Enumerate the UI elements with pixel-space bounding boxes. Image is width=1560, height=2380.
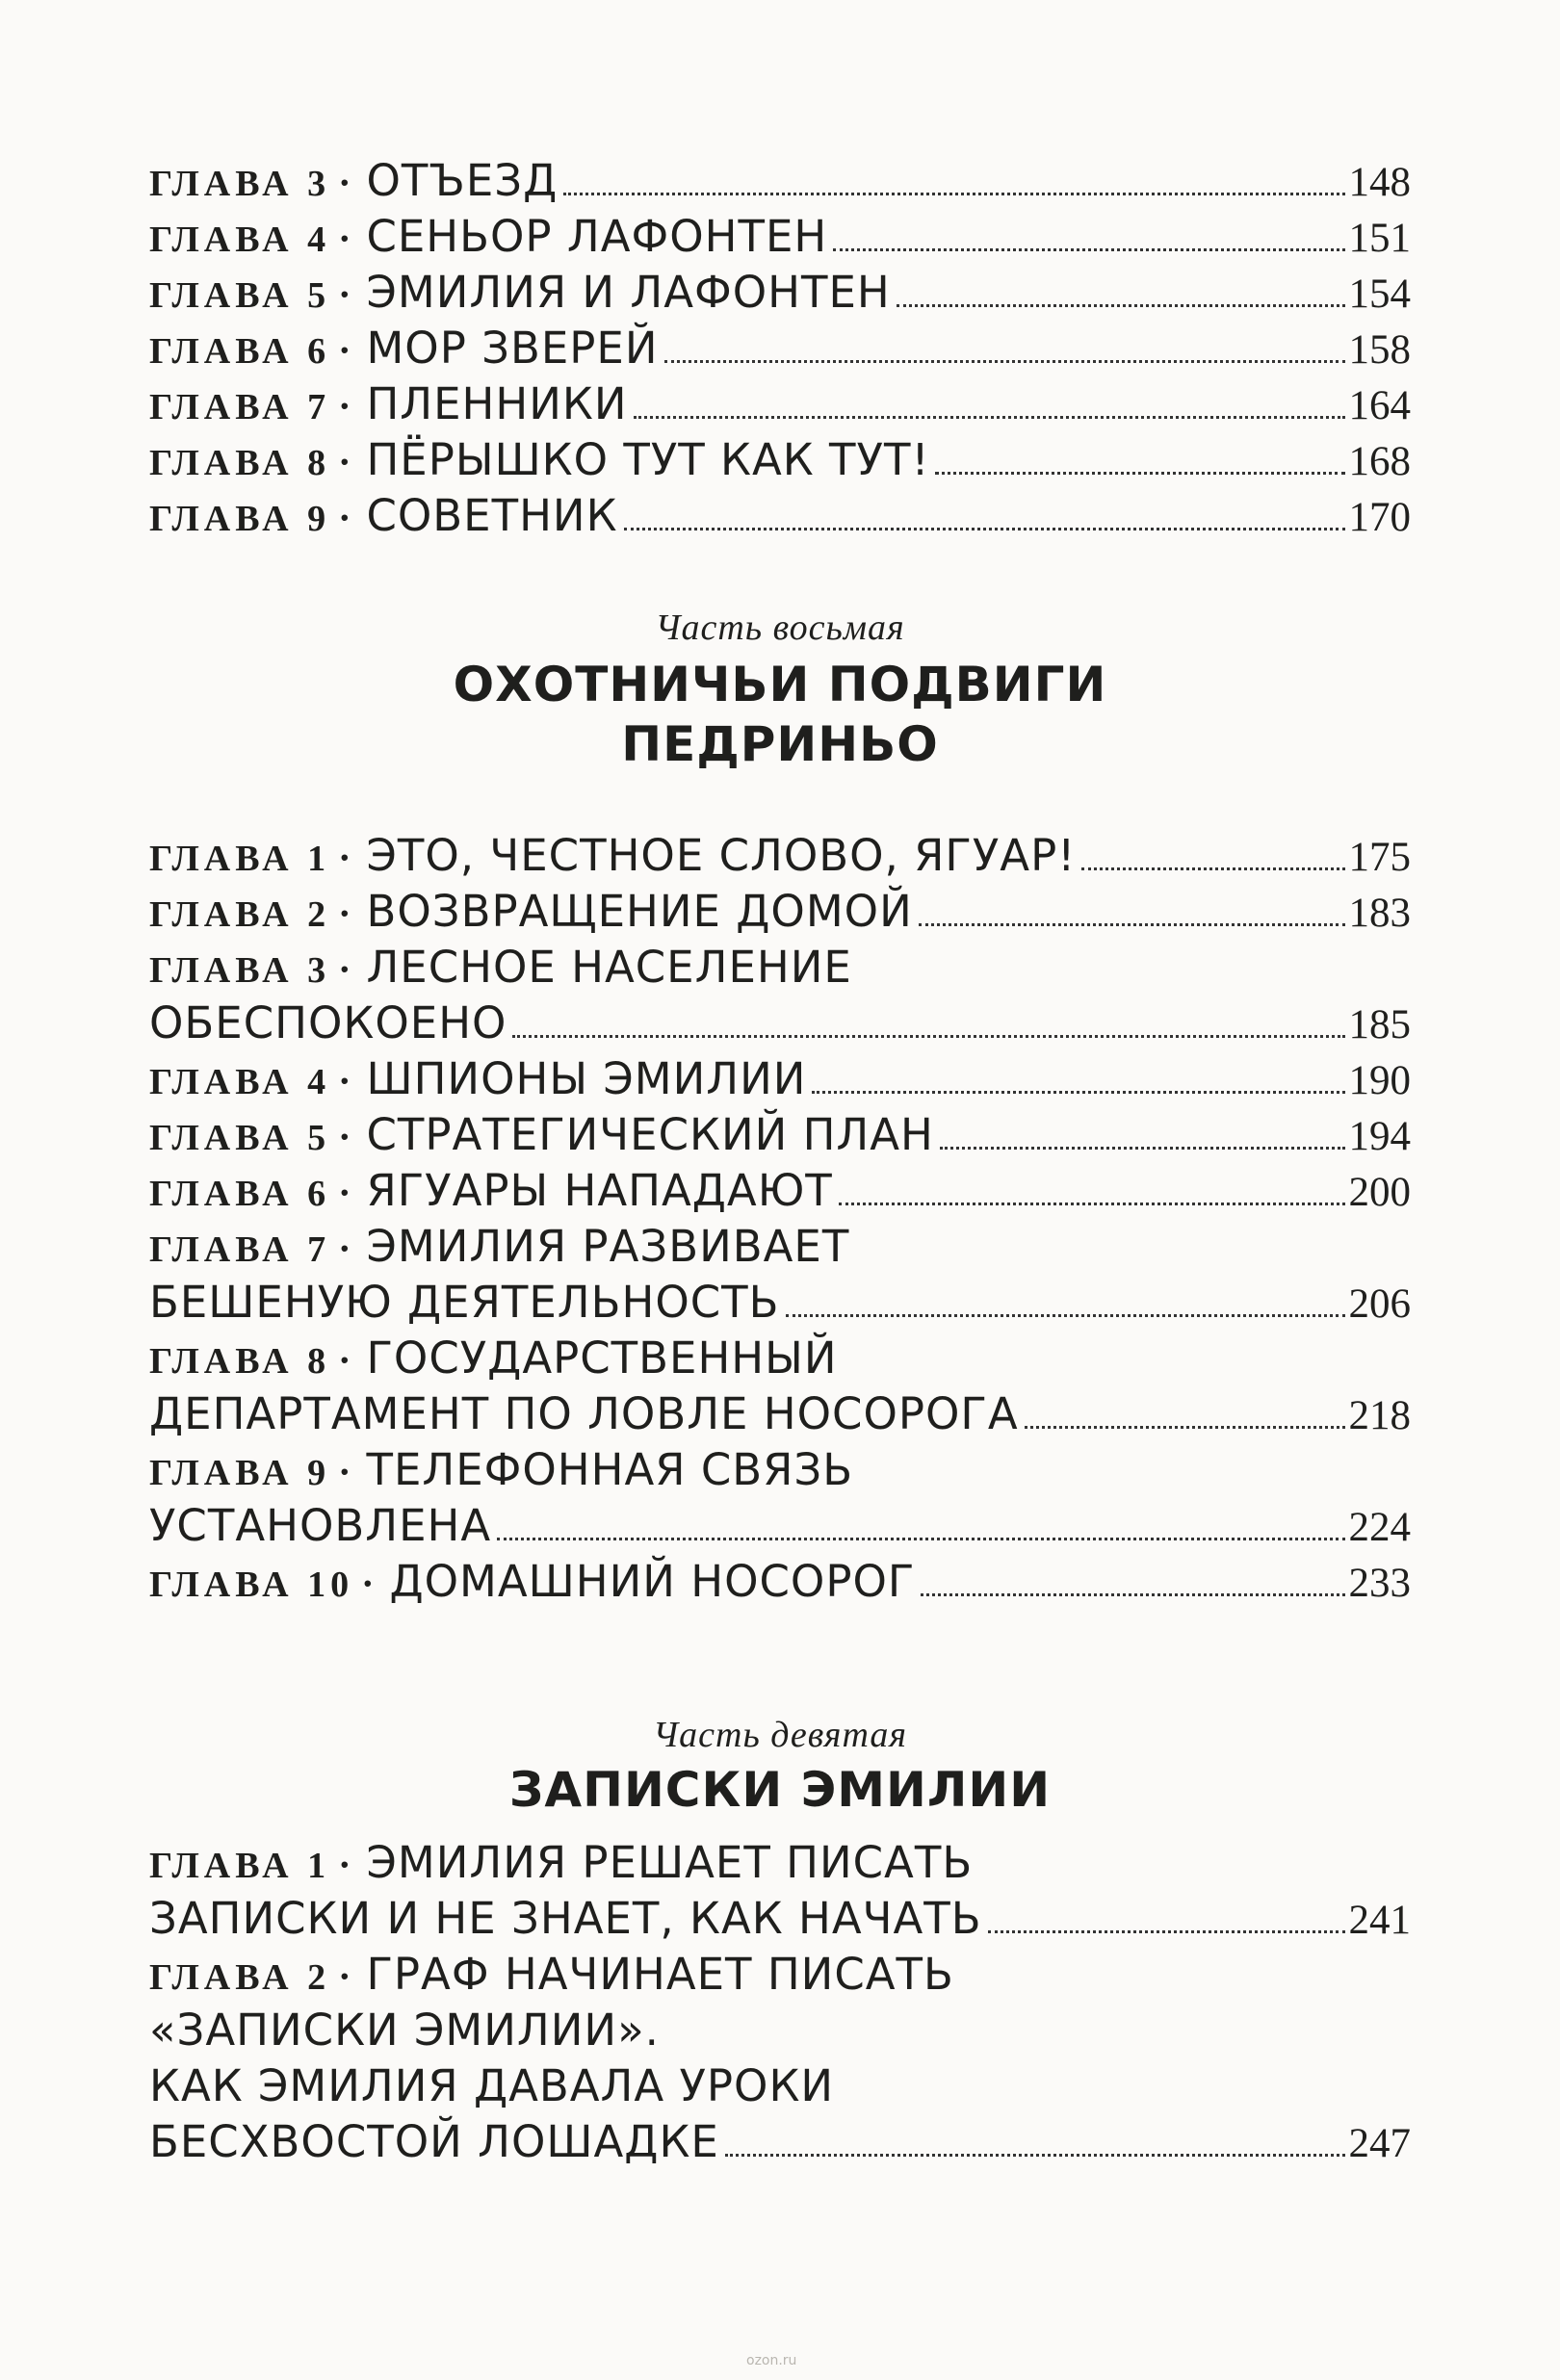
dot-leader xyxy=(786,1314,1345,1317)
separator-dot: · xyxy=(338,892,351,935)
page-number: 175 xyxy=(1348,835,1411,880)
toc-entry xyxy=(149,153,1411,209)
page-number: 164 xyxy=(1348,383,1411,428)
chapter-title: ЛЕСНОЕ НАСЕЛЕНИЕ xyxy=(366,942,852,993)
page-number: 183 xyxy=(1348,891,1411,936)
chapter-title: ПЛЕННИКИ xyxy=(366,378,628,429)
toc-entry-continuation xyxy=(149,2003,1411,2058)
toc-entry xyxy=(149,1554,1411,1610)
chapter-title: ГРАФ НАЧИНАЕТ ПИСАТЬ xyxy=(366,1949,954,2000)
chapter-title-cont: КАК ЭМИЛИЯ ДАВАЛА УРОКИ xyxy=(149,2060,835,2111)
chapter-title: СЕНЬОР ЛАФОНТЕН xyxy=(366,211,828,262)
page-number: 194 xyxy=(1348,1114,1411,1159)
page-number: 206 xyxy=(1348,1281,1411,1327)
separator-dot: · xyxy=(338,440,351,483)
page-number: 218 xyxy=(1348,1393,1411,1438)
separator-dot: · xyxy=(338,217,351,260)
separator-dot: · xyxy=(338,272,351,316)
dot-leader xyxy=(812,1091,1344,1094)
page-number: 151 xyxy=(1348,216,1411,261)
toc-entry xyxy=(149,884,1411,940)
chapter-title: ШПИОНЫ ЭМИЛИИ xyxy=(366,1053,807,1104)
page-number: 185 xyxy=(1348,1002,1411,1048)
dot-leader xyxy=(940,1147,1345,1150)
dot-leader xyxy=(512,1035,1344,1038)
part-title xyxy=(0,1760,1560,1820)
dot-leader xyxy=(497,1538,1344,1540)
part-title-line: ОХОТНИЧЬИ ПОДВИГИ xyxy=(453,657,1107,712)
toc-entry-continuation xyxy=(149,996,1411,1051)
separator-dot: · xyxy=(338,328,351,372)
toc-entry xyxy=(149,1107,1411,1163)
toc-entry xyxy=(149,265,1411,321)
dot-leader xyxy=(664,360,1345,363)
chapter-label: ГЛАВА 7 xyxy=(149,387,331,427)
toc-entry xyxy=(149,1442,1411,1498)
chapter-label: ГЛАВА 4 xyxy=(149,220,331,260)
chapter-title-cont: БЕШЕНУЮ ДЕЯТЕЛЬНОСТЬ xyxy=(149,1277,780,1328)
chapter-title-cont: ДЕПАРТАМЕНТ ПО ЛОВЛЕ НОСОРОГА xyxy=(149,1388,1019,1439)
chapter-title: ТЕЛЕФОННАЯ СВЯЗЬ xyxy=(366,1444,854,1495)
toc-entry-continuation xyxy=(149,1386,1411,1442)
chapter-label: ГЛАВА 8 xyxy=(149,443,331,483)
part-title-line: ЗАПИСКИ ЭМИЛИИ xyxy=(508,1762,1052,1818)
chapter-title-cont: ОБЕСПОКОЕНО xyxy=(149,997,507,1048)
separator-dot: · xyxy=(338,1338,351,1382)
toc-section-part8 xyxy=(149,828,1411,1610)
toc-entry-continuation xyxy=(149,2114,1411,2170)
toc-entry xyxy=(149,1051,1411,1107)
chapter-label: ГЛАВА 8 xyxy=(149,1341,331,1382)
toc-entry xyxy=(149,1163,1411,1219)
dot-leader xyxy=(1025,1426,1345,1429)
chapter-title: ПЁРЫШКО ТУТ КАК ТУТ! xyxy=(366,434,930,485)
chapter-title-cont: УСТАНОВЛЕНА xyxy=(149,1500,492,1551)
chapter-title: ЭМИЛИЯ И ЛАФОНТЕН xyxy=(366,267,891,318)
toc-section-part9 xyxy=(149,1835,1411,2170)
chapter-title: ГОСУДАРСТВЕННЫЙ xyxy=(366,1332,838,1384)
separator-dot: · xyxy=(338,1171,351,1214)
separator-dot: · xyxy=(338,947,351,991)
chapter-title: ЭМИЛИЯ РЕШАЕТ ПИСАТЬ xyxy=(366,1837,974,1888)
toc-entry xyxy=(149,940,1411,996)
toc-entry xyxy=(149,376,1411,432)
chapter-title-cont: БЕСХВОСТОЙ ЛОШАДКЕ xyxy=(149,2116,719,2167)
page-number: 170 xyxy=(1348,495,1411,540)
separator-dot: · xyxy=(338,1450,351,1493)
dot-leader xyxy=(839,1203,1345,1205)
chapter-label: ГЛАВА 6 xyxy=(149,331,331,372)
dot-leader xyxy=(921,1593,1344,1596)
toc-section-part7 xyxy=(149,153,1411,544)
toc-entry xyxy=(149,1947,1411,2003)
dot-leader xyxy=(624,528,1345,530)
part-title-line: ПЕДРИНЬО xyxy=(621,716,939,772)
chapter-title: СОВЕТНИК xyxy=(366,490,618,541)
chapter-title: ЯГУАРЫ НАПАДАЮТ xyxy=(366,1165,833,1216)
chapter-label: ГЛАВА 5 xyxy=(149,1118,331,1158)
separator-dot: · xyxy=(361,1562,375,1605)
page-number: 158 xyxy=(1348,327,1411,373)
dot-leader xyxy=(563,193,1344,195)
separator-dot: · xyxy=(338,384,351,427)
page-number: 168 xyxy=(1348,439,1411,484)
toc-entry xyxy=(149,209,1411,265)
part-label: Часть восьмая xyxy=(655,608,905,648)
separator-dot: · xyxy=(338,1115,351,1158)
dot-leader xyxy=(935,472,1344,475)
separator-dot: · xyxy=(338,1954,351,1998)
separator-dot: · xyxy=(338,496,351,539)
separator-dot: · xyxy=(338,161,351,204)
page-number: 247 xyxy=(1348,2121,1411,2166)
toc-entry-continuation xyxy=(149,2058,1411,2114)
toc-entry xyxy=(149,432,1411,488)
separator-dot: · xyxy=(338,836,351,879)
page-number: 224 xyxy=(1348,1505,1411,1550)
chapter-label: ГЛАВА 9 xyxy=(149,499,331,539)
dot-leader xyxy=(897,304,1345,307)
chapter-label: ГЛАВА 7 xyxy=(149,1229,331,1270)
toc-entry xyxy=(149,828,1411,884)
chapter-label: ГЛАВА 9 xyxy=(149,1453,331,1493)
chapter-label: ГЛАВА 4 xyxy=(149,1062,331,1102)
chapter-label: ГЛАВА 2 xyxy=(149,1957,331,1998)
separator-dot: · xyxy=(338,1059,351,1102)
chapter-title: ВОЗВРАЩЕНИЕ ДОМОЙ xyxy=(366,886,913,937)
chapter-label: ГЛАВА 10 xyxy=(149,1565,354,1605)
toc-entry xyxy=(149,1219,1411,1275)
chapter-title: СТРАТЕГИЧЕСКИЙ ПЛАН xyxy=(366,1109,934,1160)
separator-dot: · xyxy=(338,1227,351,1270)
dot-leader xyxy=(919,923,1345,926)
chapter-label: ГЛАВА 2 xyxy=(149,894,331,935)
dot-leader xyxy=(988,1930,1345,1933)
toc-entry xyxy=(149,1331,1411,1386)
toc-entry xyxy=(149,488,1411,544)
page-number: 190 xyxy=(1348,1058,1411,1103)
page-number: 154 xyxy=(1348,272,1411,317)
chapter-title: ОТЪЕЗД xyxy=(366,155,559,206)
part-label: Часть девятая xyxy=(652,1715,908,1755)
chapter-label: ГЛАВА 1 xyxy=(149,1846,331,1886)
toc-entry-continuation xyxy=(149,1891,1411,1947)
chapter-label: ГЛАВА 5 xyxy=(149,275,331,316)
toc-entry-continuation xyxy=(149,1275,1411,1331)
toc-entry xyxy=(149,1835,1411,1891)
page-number: 200 xyxy=(1348,1170,1411,1215)
toc-entry xyxy=(149,321,1411,376)
chapter-label: ГЛАВА 3 xyxy=(149,164,331,204)
separator-dot: · xyxy=(338,1843,351,1886)
watermark: ozon.ru xyxy=(746,2353,797,2368)
page-number: 241 xyxy=(1348,1898,1411,1943)
chapter-title: ДОМАШНИЙ НОСОРОГ xyxy=(389,1556,916,1607)
page-number: 233 xyxy=(1348,1561,1411,1606)
chapter-title: ЭТО, ЧЕСТНОЕ СЛОВО, ЯГУАР! xyxy=(366,830,1077,881)
page-number: 148 xyxy=(1348,160,1411,205)
chapter-title: МОР ЗВЕРЕЙ xyxy=(366,323,659,374)
dot-leader xyxy=(1081,867,1344,870)
chapter-label: ГЛАВА 3 xyxy=(149,950,331,991)
chapter-title-cont: ЗАПИСКИ И НЕ ЗНАЕТ, КАК НАЧАТЬ xyxy=(149,1893,982,1944)
toc-entry-continuation xyxy=(149,1498,1411,1554)
chapter-label: ГЛАВА 1 xyxy=(149,839,331,879)
chapter-label: ГЛАВА 6 xyxy=(149,1174,331,1214)
dot-leader xyxy=(634,416,1345,419)
dot-leader xyxy=(833,248,1344,251)
chapter-title: ЭМИЛИЯ РАЗВИВАЕТ xyxy=(366,1221,850,1272)
chapter-title-cont: «ЗАПИСКИ ЭМИЛИИ». xyxy=(149,2005,660,2056)
dot-leader xyxy=(725,2154,1345,2157)
part-title xyxy=(0,655,1560,774)
